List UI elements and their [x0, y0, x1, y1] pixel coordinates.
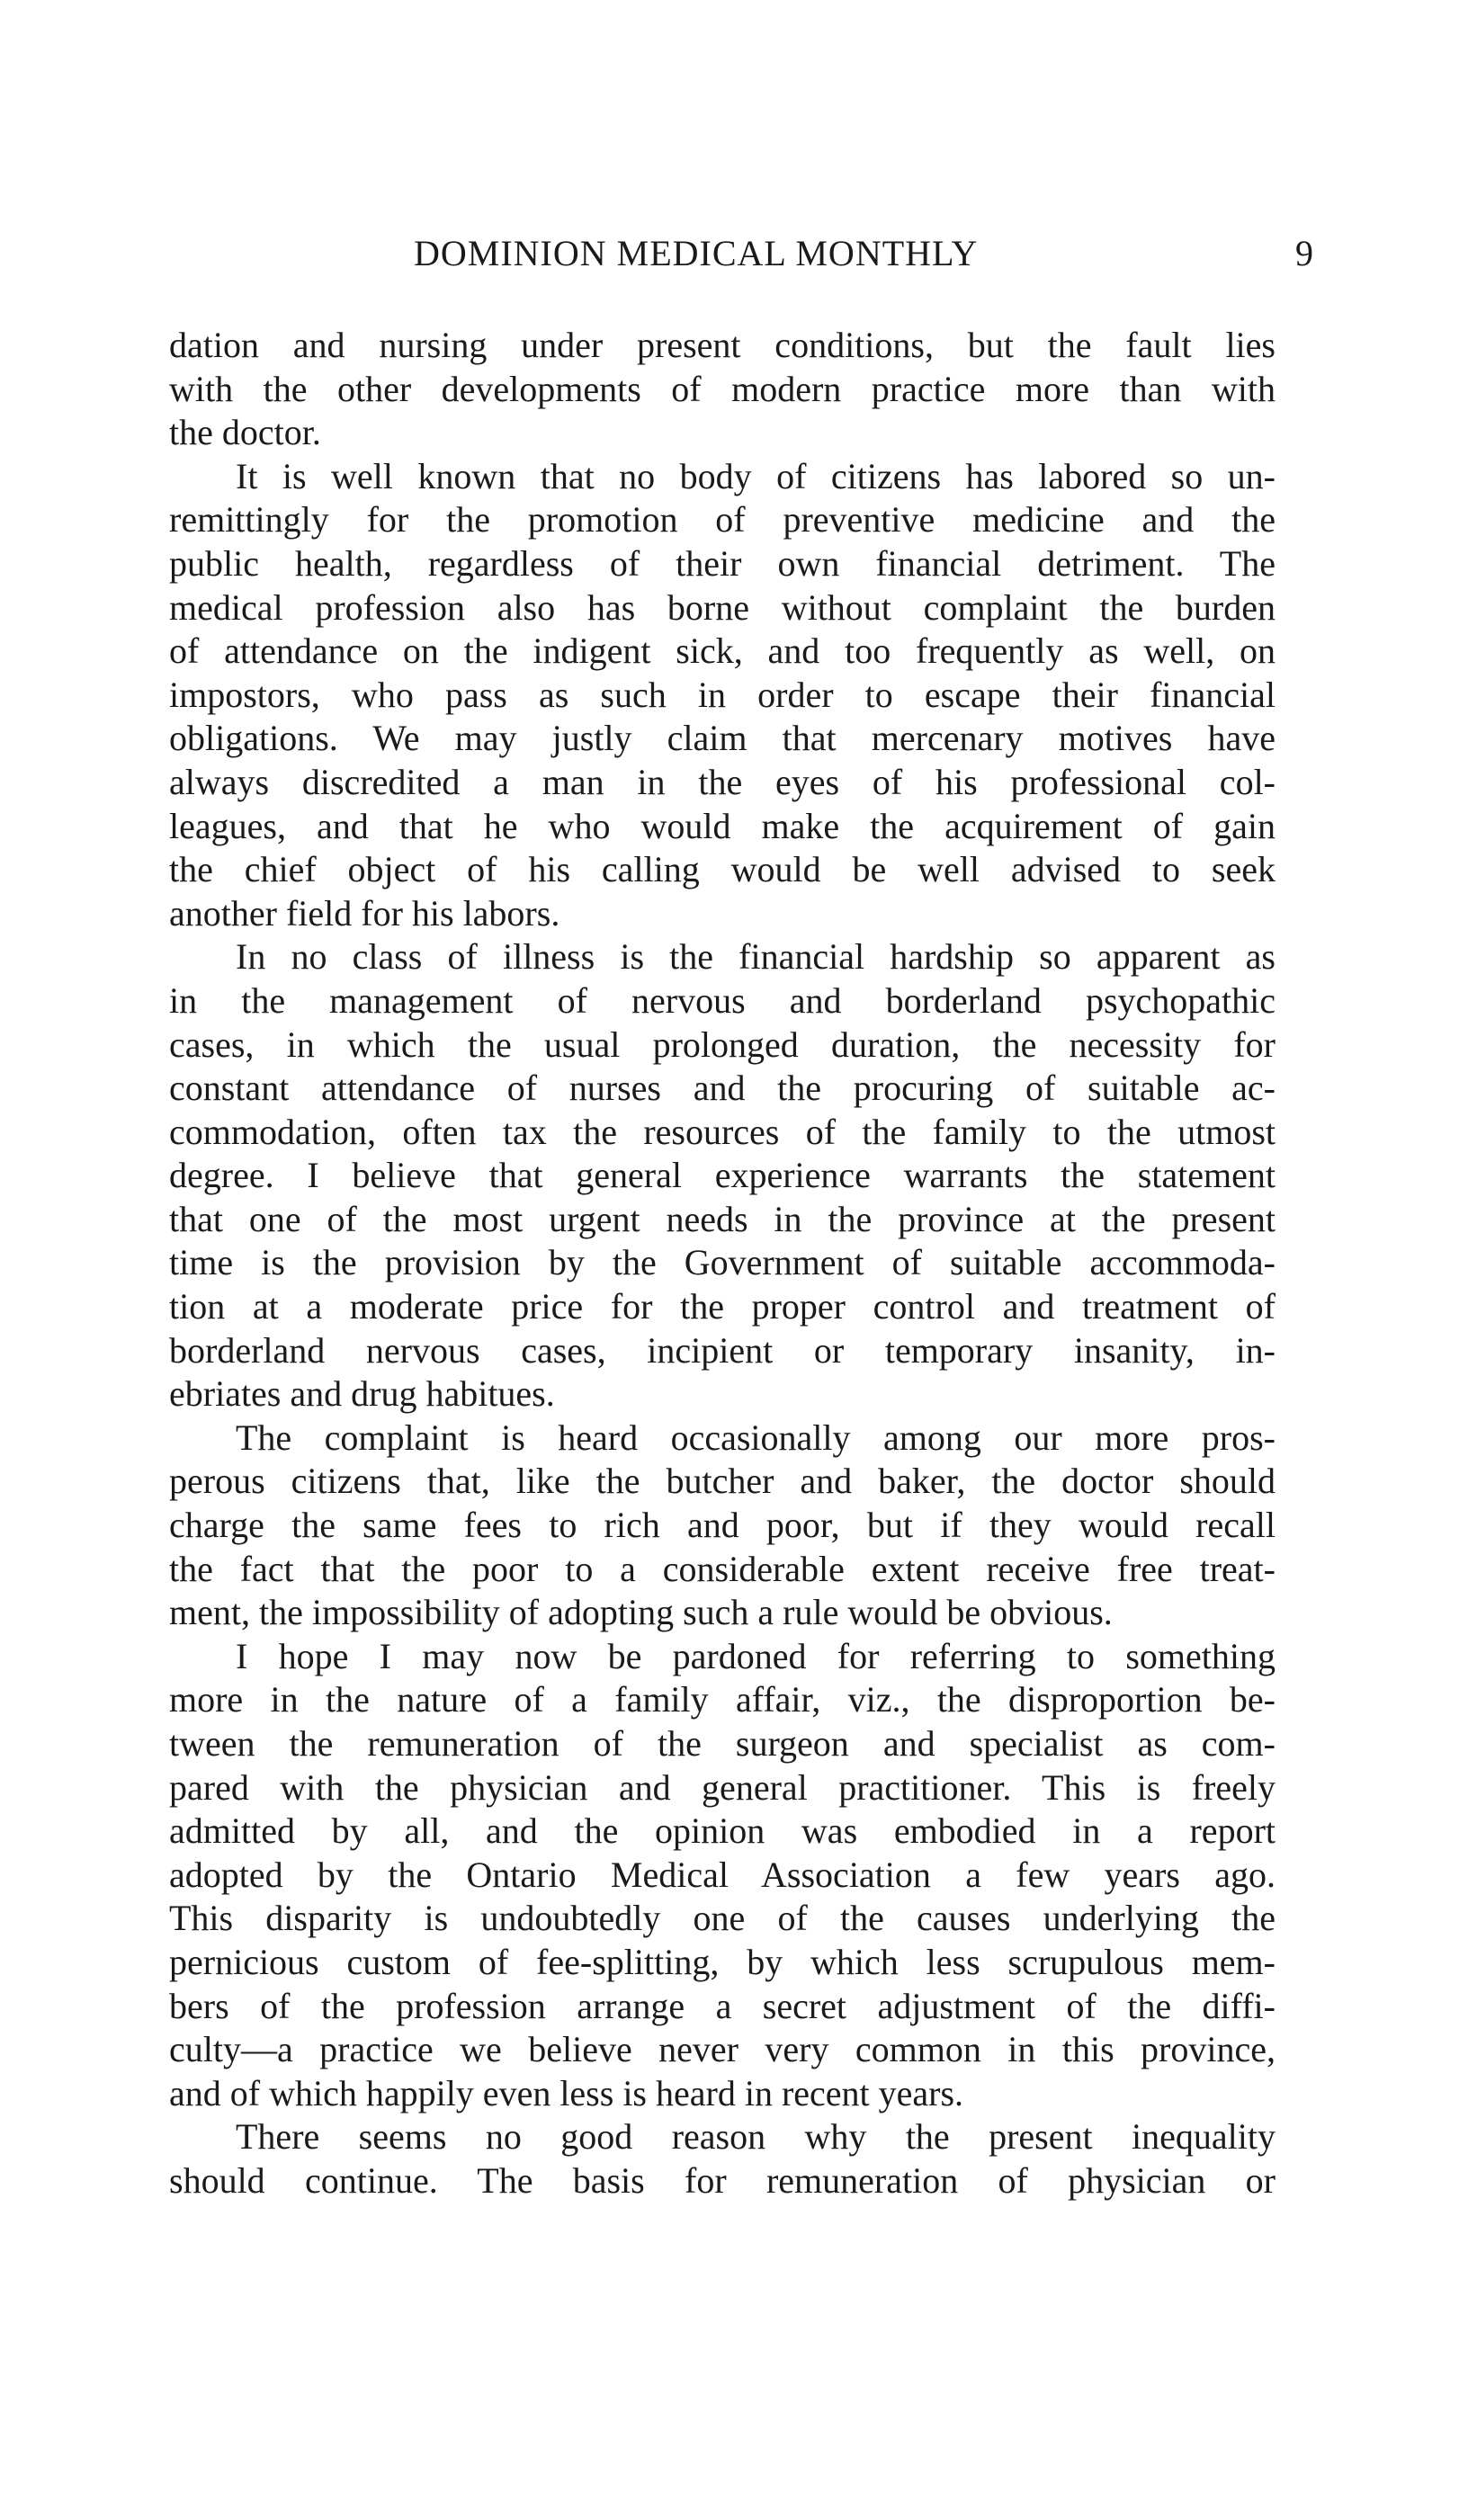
text-line: culty—a practice we believe never very common in this province,: [169, 2029, 1276, 2070]
text-line: tween the remuneration of the surgeon and specialist as com-: [169, 1723, 1276, 1764]
text-line: of attendance on the indigent sick, and too frequently as well, on: [169, 630, 1276, 672]
text-line: commodation, often tax the resources of the family to the utmost: [169, 1111, 1276, 1152]
text-line: tion at a moderate price for the proper control and treatment of: [169, 1286, 1276, 1327]
text-line: admitted by all, and the opinion was embodied in a report: [169, 1810, 1276, 1852]
text-line: dation and nursing under present conditions, but the fault lies: [169, 325, 1276, 365]
text-line: In no class of illness is the financial hardship so apparent as: [236, 936, 1276, 978]
running-head: [171, 232, 1313, 286]
text-line: borderland nervous cases, incipient or temporary insanity, in-: [169, 1329, 1276, 1371]
text-line: pared with the physician and general practitioner. This is freely: [169, 1766, 1276, 1808]
text-line: impostors, who pass as such in order to escape their financial: [169, 674, 1276, 715]
text-line: in the management of nervous and borderland psychopathic: [169, 979, 1276, 1021]
text-line: that one of the most urgent needs in the province at the present: [169, 1198, 1276, 1239]
text-line: perous citizens that, like the butcher and baker, the doctor should: [169, 1461, 1276, 1502]
text-line: always discredited a man in the eyes of his professional col-: [169, 761, 1276, 802]
text-line: with the other developments of modern practice more than with: [169, 368, 1276, 409]
text-line: charge the same fees to rich and poor, but if they would recall: [169, 1505, 1276, 1546]
text-line: ebriates and drug habitues.: [169, 1373, 555, 1415]
text-line: leagues, and that he who would make the acquirement of gain: [169, 805, 1276, 846]
text-line: I hope I may now be pardoned for referring to something: [236, 1635, 1276, 1676]
body-text: [169, 324, 1276, 2203]
text-line: the fact that the poor to a considerable extent receive free treat-: [169, 1548, 1276, 1589]
text-line: The complaint is heard occasionally among our more pros-: [236, 1416, 1276, 1458]
text-line: pernicious custom of fee-splitting, by which less scrupulous mem-: [169, 1941, 1276, 1982]
text-line: should continue. The basis for remuneration of physician or: [169, 2159, 1276, 2201]
journal-title: DOMINION MEDICAL MONTHLY: [414, 233, 979, 273]
text-line: public health, regardless of their own financial detriment. The: [169, 542, 1276, 584]
text-line: This disparity is undoubtedly one of the causes underlying the: [169, 1898, 1276, 1939]
text-line: constant attendance of nurses and the procuring of suitable ac-: [169, 1068, 1276, 1109]
text-line: medical profession also has borne without complaint the burden: [169, 586, 1276, 628]
text-line: another field for his labors.: [169, 892, 560, 934]
text-line: more in the nature of a family affair, viz., the disproportion be-: [169, 1679, 1276, 1720]
text-line: and of which happily even less is heard in recent years.: [169, 2072, 964, 2113]
text-line: ment, the impossibility of adopting such a rule would be obvious.: [169, 1592, 1113, 1633]
text-line: degree. I believe that general experience warrants the statement: [169, 1155, 1276, 1196]
text-line: time is the provision by the Government of suitable accommoda-: [169, 1242, 1276, 1283]
text-line: remittingly for the promotion of preventive medicine and the: [169, 499, 1276, 541]
text-line: There seems no good reason why the present inequality: [236, 2116, 1276, 2158]
text-line: It is well known that no body of citizens has labored so un-: [236, 455, 1276, 496]
text-line: the doctor.: [169, 412, 321, 453]
text-line: adopted by the Ontario Medical Association a few years ago.: [169, 1854, 1276, 1895]
text-line: the chief object of his calling would be well advised to seek: [169, 849, 1276, 890]
text-line: cases, in which the usual prolonged duration, the necessity for: [169, 1023, 1276, 1065]
text-line: obligations. We may justly claim that mercenary motives have: [169, 718, 1276, 759]
page-number: 9: [1295, 233, 1313, 273]
text-line: bers of the profession arrange a secret adjustment of the diffi-: [169, 1985, 1276, 2026]
